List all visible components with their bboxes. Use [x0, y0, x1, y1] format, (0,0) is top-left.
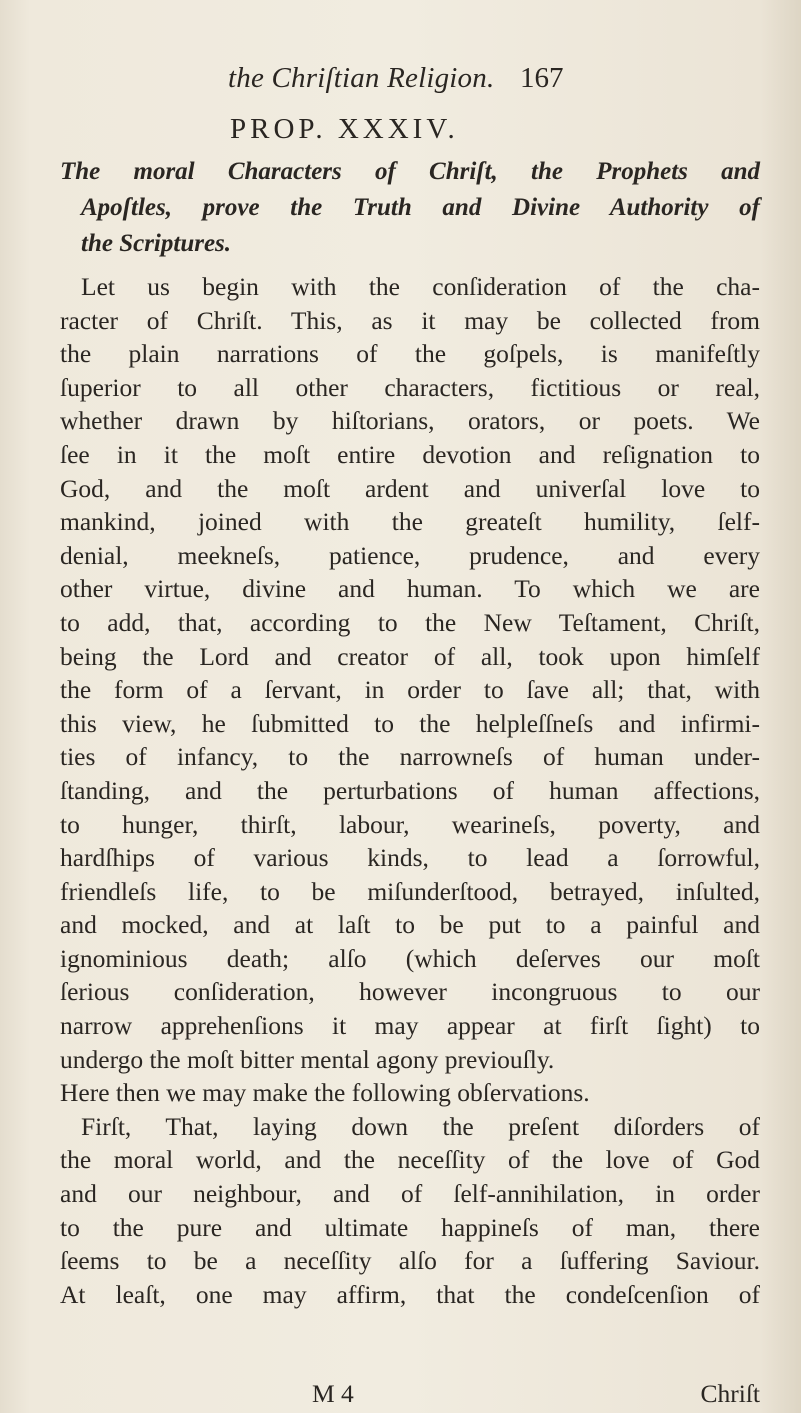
body-line: this view, he ſubmitted to the helpleſſneſs and infirmi-	[60, 708, 760, 738]
page-number: 167	[520, 62, 564, 94]
signature-mark: M 4	[312, 1379, 354, 1408]
body-line: to the pure and ultimate happineſs of man, there	[60, 1212, 760, 1242]
body-line: mankind, joined with the greateſt humility, ſelf-	[60, 507, 760, 537]
body-line: Let us begin with the conſideration of the cha-	[81, 272, 760, 301]
body-line: the moral world, and the neceſſity of the love of God	[60, 1145, 760, 1175]
body-text	[60, 270, 760, 1311]
body-line: racter of Chriſt. This, as it may be collected from	[60, 305, 760, 335]
proposition-title	[60, 154, 760, 262]
body-line: ſtanding, and the perturbations of human affections,	[60, 775, 760, 805]
body-line: to hunger, thirſt, labour, wearineſs, poverty, and	[60, 809, 760, 839]
body-line: whether drawn by hiſtorians, orators, or poets. We	[60, 406, 760, 436]
proposition-title-line: Apoſtles, prove the Truth and Divine Authority of	[81, 194, 760, 221]
body-line: ſuperior to all other characters, fictitious or real,	[60, 372, 760, 402]
body-line: ignominious death; alſo (which deſerves our moſt	[60, 943, 760, 973]
body-line: the plain narrations of the goſpels, is manifeſtly	[60, 339, 760, 369]
body-line: and mocked, and at laſt to be put to a painful and	[60, 910, 760, 940]
body-line: undergo the moſt bitter mental agony previouſly.	[60, 1044, 555, 1074]
body-line: Here then we may make the following obſervations.	[60, 1078, 590, 1108]
body-line: ſee in it the moſt entire devotion and reſignation to	[60, 439, 760, 469]
page-header	[228, 62, 748, 102]
body-line: to add, that, according to the New Teſtament, Chriſt,	[60, 607, 760, 637]
body-line: and our neighbour, and of ſelf-annihilation, in order	[60, 1179, 760, 1209]
body-line: friendleſs life, to be miſunderſtood, betrayed, inſulted,	[60, 876, 760, 906]
body-line: ſeems to be a neceſſity alſo for a ſuffering Saviour.	[60, 1246, 760, 1276]
proposition-heading: PROP. XXXIV.	[230, 113, 459, 145]
body-line: ſerious conſideration, however incongruous to our	[60, 977, 760, 1007]
page-footer	[60, 1379, 760, 1413]
body-line: other virtue, divine and human. To which we are	[60, 574, 760, 604]
catchword: Chriſt	[700, 1379, 760, 1408]
body-line: narrow apprehenſions it may appear at firſt ſight) to	[60, 1011, 760, 1041]
body-line: At leaſt, one may affirm, that the condeſcenſion of	[60, 1279, 760, 1309]
body-line: ties of infancy, to the narrowneſs of human under-	[60, 742, 760, 772]
body-line: denial, meekneſs, patience, prudence, and every	[60, 540, 760, 570]
body-line: God, and the moſt ardent and univerſal love to	[60, 473, 760, 503]
proposition-title-line: the Scriptures.	[81, 230, 232, 257]
proposition-title-line: The moral Characters of Chriſt, the Prophets and	[60, 158, 760, 185]
body-line: hardſhips of various kinds, to lead a ſorrowful,	[60, 843, 760, 873]
body-line: the form of a ſervant, in order to ſave all; that, with	[60, 675, 760, 705]
body-line: being the Lord and creator of all, took upon himſelf	[60, 641, 760, 671]
body-line: Firſt, That, laying down the preſent diſorders of	[81, 1111, 760, 1141]
running-title: the Chriſtian Religion.	[228, 62, 495, 94]
